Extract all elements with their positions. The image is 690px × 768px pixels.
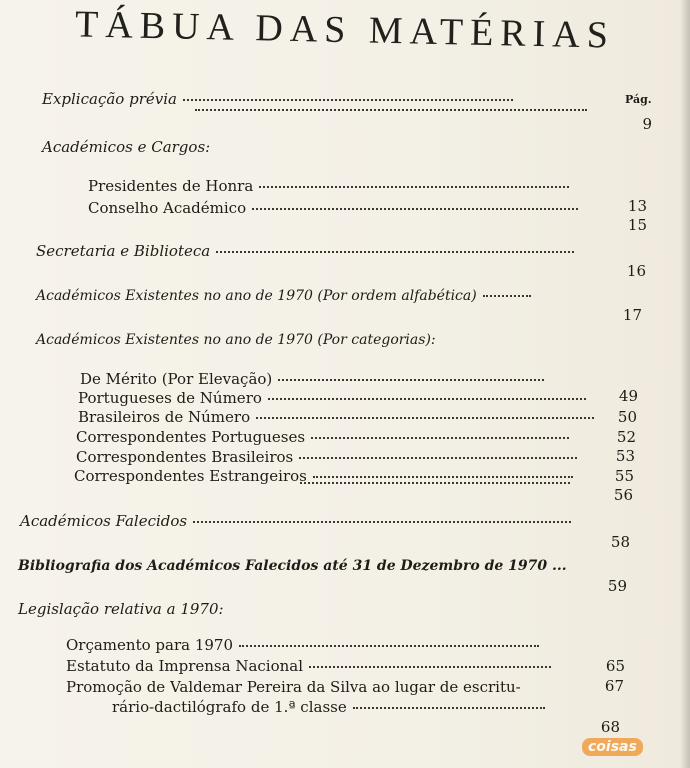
toc-entry <box>20 512 571 530</box>
toc-entry-text: Secretaria e Biblioteca <box>36 242 211 260</box>
dot-leader <box>216 251 574 253</box>
toc-entry-text: Orçamento para 1970 <box>66 636 233 654</box>
toc-section-heading <box>42 138 210 156</box>
toc-page-number: 53 <box>615 447 635 465</box>
toc-entry <box>76 448 577 466</box>
toc-entry <box>66 678 521 696</box>
toc-section-heading <box>36 332 436 348</box>
toc-page-number: 49 <box>618 387 638 405</box>
toc-entry-text: Portugueses de Número <box>78 389 262 407</box>
toc-entry <box>88 177 569 195</box>
dot-leader <box>311 437 569 439</box>
toc-entry <box>88 199 578 217</box>
page-gutter-shadow <box>680 0 690 768</box>
dot-leader <box>252 208 578 210</box>
toc-entry <box>112 698 545 716</box>
dot-leader <box>313 476 573 478</box>
toc-entry-text: Estatuto da Imprensa Nacional <box>66 657 304 675</box>
toc-page-number: 55 <box>614 467 634 485</box>
toc-entry-text: Promoção de Valdemar Pereira da Silva ao lugar de escritu- <box>66 678 521 696</box>
toc-page-number: 67 <box>604 677 624 695</box>
toc-page-number: 58 <box>610 533 630 551</box>
dot-leader <box>195 109 587 111</box>
toc-entry-text: Correspondentes Estrangeiros <box>74 467 307 485</box>
toc-entry <box>78 389 586 407</box>
toc-entry <box>80 370 544 388</box>
toc-entry <box>66 657 551 675</box>
toc-entry-text: Académicos Falecidos <box>20 512 188 530</box>
toc-entry <box>42 90 513 108</box>
toc-entry-text: Académicos Existentes no ano de 1970 (Por ordem alfabética) <box>36 288 477 304</box>
dot-leader <box>309 666 551 668</box>
page-title: TÁBUA DAS MATÉRIAS <box>74 3 616 57</box>
toc-entry <box>18 558 567 574</box>
toc-entry-text: Bibliografia dos Académicos Falecidos até 31 de Dezembro de 1970 ... <box>18 558 567 574</box>
dot-leader <box>278 379 544 381</box>
toc-page-number: 17 <box>622 306 642 324</box>
dot-leader <box>256 417 594 419</box>
toc-entry <box>76 428 569 446</box>
dot-leader-line <box>195 112 587 114</box>
toc-entry-text: rário-dactilógrafo de 1.ª classe <box>112 698 347 716</box>
dot-leader-line <box>300 485 570 487</box>
toc-entry-text: Académicos e Cargos: <box>42 138 211 156</box>
toc-entry-text: Correspondentes Portugueses <box>76 428 306 446</box>
toc-page-number: 52 <box>616 428 636 446</box>
dot-leader <box>239 645 539 647</box>
toc-page-number: 65 <box>605 657 625 675</box>
toc-page-number: 50 <box>617 408 637 426</box>
dot-leader <box>353 707 545 709</box>
dot-leader <box>268 398 586 400</box>
toc-entry-text: Legislação relativa a 1970: <box>18 600 224 618</box>
dot-leader <box>299 457 577 459</box>
toc-entry <box>66 636 539 654</box>
toc-entry-text: Brasileiros de Número <box>78 408 251 426</box>
toc-page-number: 68 <box>600 718 620 736</box>
toc-page-number: 9 <box>642 115 652 133</box>
dot-leader <box>259 186 569 188</box>
toc-entry-text: Correspondentes Brasileiros <box>76 448 294 466</box>
toc-page-number: 56 <box>613 486 633 504</box>
toc-entry-text: De Mérito (Por Elevação) <box>80 370 273 388</box>
toc-entry <box>78 408 594 426</box>
toc-page-number: 16 <box>626 262 646 280</box>
toc-entry-text: Conselho Académico <box>88 199 247 217</box>
dot-leader <box>300 482 570 484</box>
dot-leader <box>483 295 531 297</box>
toc-page-number: 13 <box>627 197 647 215</box>
toc-section-heading <box>18 600 224 618</box>
toc-entry-text: Académicos Existentes no ano de 1970 (Por categorias): <box>36 332 436 348</box>
dot-leader <box>193 521 571 523</box>
watermark-logo: coisas <box>582 738 643 756</box>
toc-page-number: 15 <box>627 216 647 234</box>
toc-entry-text: Explicação prévia <box>42 90 177 108</box>
toc-entry <box>36 288 531 304</box>
dot-leader <box>183 99 513 101</box>
toc-page-number: 59 <box>607 577 627 595</box>
page-column-header: Pág. <box>625 93 652 106</box>
toc-entry-text: Presidentes de Honra <box>88 177 254 195</box>
toc-entry <box>36 242 574 260</box>
